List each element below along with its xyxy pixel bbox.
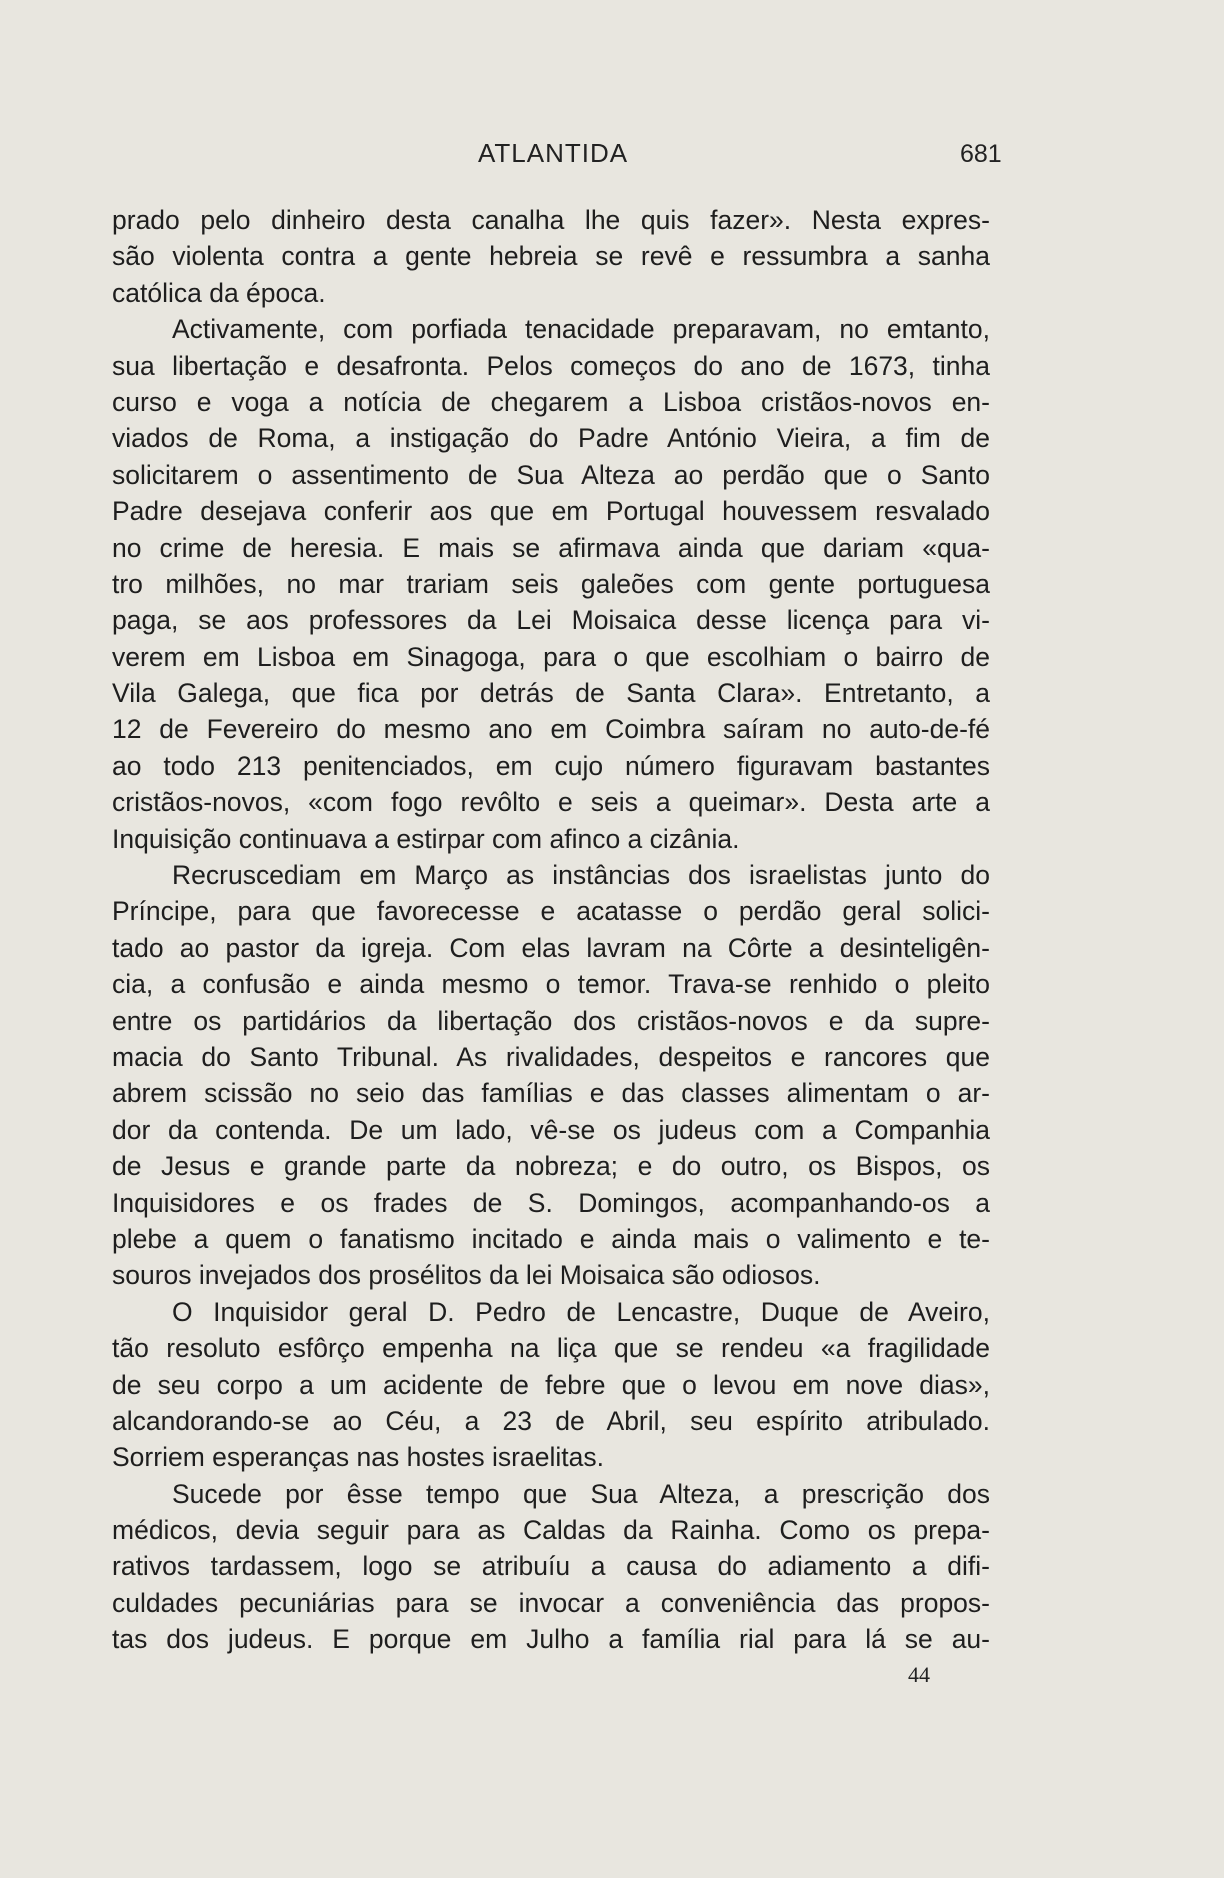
text-line: souros invejados dos prosélitos da lei Moisaica são odiosos. <box>112 1260 821 1291</box>
text-line: Sorriem esperanças nas hostes israelitas. <box>112 1442 604 1473</box>
running-title: ATLANTIDA <box>478 138 629 168</box>
text-line: são violenta contra a gente hebreia se revê e ressumbra a sanha <box>112 241 990 272</box>
text-line: dor da contenda. De um lado, vê-se os judeus com a Companhia <box>112 1114 990 1145</box>
text-line: verem em Lisboa em Sinagoga, para o que escolhiam o bairro de <box>112 641 990 672</box>
text-line: ao todo 213 penitenciados, em cujo número figuravam bastantes <box>112 750 990 781</box>
text-line: Recruscediam em Março as instâncias dos israelistas junto do <box>172 860 990 891</box>
text-line: 12 de Fevereiro do mesmo ano em Coimbra saíram no auto-de-fé <box>112 714 990 745</box>
text-line: plebe a quem o fanatismo incitado e ainda mais o valimento e te- <box>112 1223 990 1254</box>
text-line: sua libertação e desafronta. Pelos começos do ano de 1673, tinha <box>112 350 990 381</box>
page-header <box>0 138 1224 172</box>
text-line: médicos, devia seguir para as Caldas da Rainha. Como os prepa- <box>112 1515 990 1546</box>
text-line: entre os partidários da libertação dos cristãos-novos e da supre- <box>112 1005 990 1036</box>
text-line: cristãos-novos, «com fogo revôlto e seis a queimar». Desta arte a <box>112 787 990 818</box>
page-number: 681 <box>960 140 1002 168</box>
text-line: curso e voga a notícia de chegarem a Lisboa cristãos-novos en- <box>112 386 990 417</box>
text-line: de seu corpo a um acidente de febre que o levou em nove dias», <box>112 1369 990 1400</box>
body-text <box>112 202 990 1658</box>
text-line: prado pelo dinheiro desta canalha lhe quis fazer». Nesta expres- <box>112 205 990 235</box>
text-line: rativos tardassem, logo se atribuíu a causa do adiamento a difi- <box>112 1551 990 1582</box>
text-line: no crime de heresia. E mais se afirmava ainda que dariam «qua- <box>112 532 990 563</box>
text-line: paga, se aos professores da Lei Moisaica desse licença para vi- <box>112 605 990 636</box>
text-line: Activamente, com porfiada tenacidade preparavam, no emtanto, <box>172 314 990 345</box>
text-line: O Inquisidor geral D. Pedro de Lencastre, Duque de Aveiro, <box>172 1296 990 1327</box>
text-line: Padre desejava conferir aos que em Portugal houvessem resvalado <box>112 496 990 527</box>
text-line: Príncipe, para que favorecesse e acatasse o perdão geral solici- <box>112 896 990 927</box>
text-line: cia, a confusão e ainda mesmo o temor. Trava-se renhido o pleito <box>112 969 990 1000</box>
text-line: solicitarem o assentimento de Sua Alteza ao perdão que o Santo <box>112 459 990 490</box>
text-line: macia do Santo Tribunal. As rivalidades, despeitos e rancores que <box>112 1041 990 1072</box>
text-line: abrem scissão no seio das famílias e das classes alimentam o ar- <box>112 1078 990 1109</box>
text-line: Inquisição continuava a estirpar com afinco a cizânia. <box>112 823 740 854</box>
text-line: de Jesus e grande parte da nobreza; e do outro, os Bispos, os <box>112 1151 990 1182</box>
signature-mark: 44 <box>908 1662 930 1687</box>
text-line: culdades pecuniárias para se invocar a conveniência das propos- <box>112 1587 990 1618</box>
text-line: Vila Galega, que fica por detrás de Santa Clara». Entretanto, a <box>112 678 990 709</box>
text-line: tas dos judeus. E porque em Julho a família rial para lá se au- <box>112 1624 990 1655</box>
text-line: Inquisidores e os frades de S. Domingos, acompanhando-os a <box>112 1187 990 1218</box>
text-line: Sucede por êsse tempo que Sua Alteza, a prescrição dos <box>172 1478 990 1509</box>
text-line: católica da época. <box>112 277 326 308</box>
text-line: tado ao pastor da igreja. Com elas lavram na Côrte a desinteligên- <box>112 932 990 963</box>
text-line: tro milhões, no mar trariam seis galeões com gente portuguesa <box>112 568 990 599</box>
text-line: tão resoluto esfôrço empenha na liça que se rendeu «a fragilidade <box>112 1333 990 1364</box>
text-line: alcandorando-se ao Céu, a 23 de Abril, seu espírito atribulado. <box>112 1405 990 1436</box>
text-line: viados de Roma, a instigação do Padre António Vieira, a fim de <box>112 423 990 454</box>
